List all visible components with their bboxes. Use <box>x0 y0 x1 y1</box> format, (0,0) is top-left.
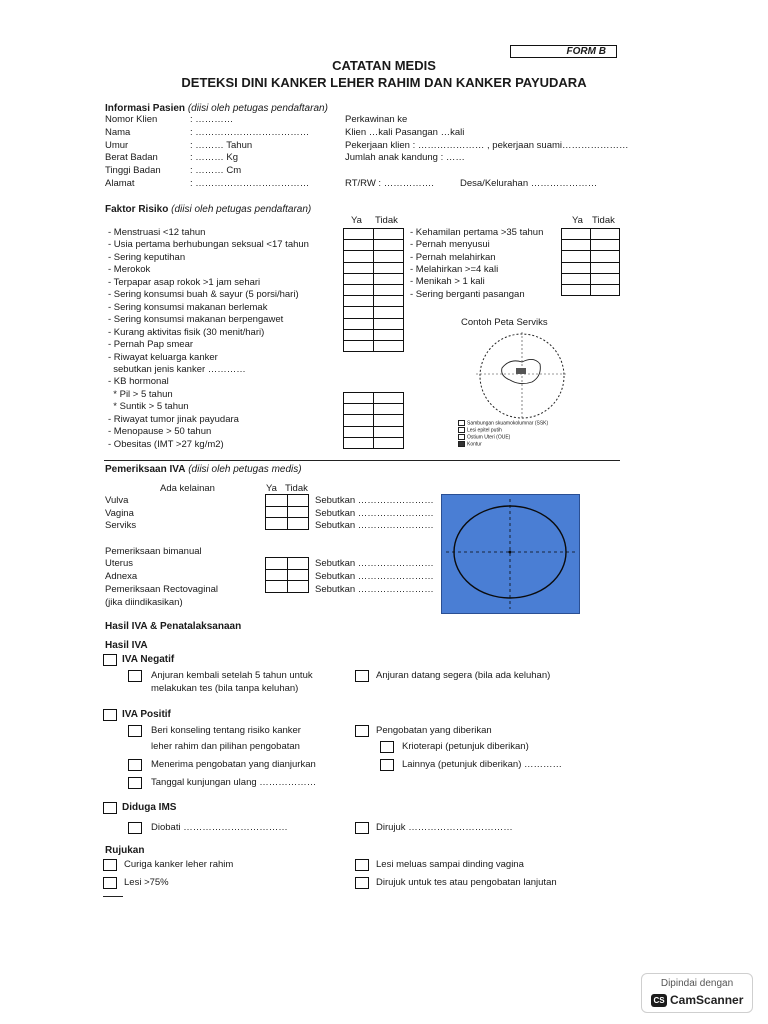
ya-cell[interactable] <box>562 240 591 251</box>
tidak-cell[interactable] <box>374 318 404 329</box>
ya-cell[interactable] <box>344 404 374 415</box>
info-value: : ……………………………… <box>190 126 310 138</box>
ya-cell[interactable] <box>344 273 374 284</box>
tidak-cell[interactable] <box>287 495 309 507</box>
grid-row <box>344 251 404 262</box>
ya-cell[interactable] <box>344 229 374 240</box>
camscanner-logo-text: CS <box>653 996 665 1005</box>
dirujuk-label: Dirujuk …………………………… <box>376 822 513 833</box>
grid-row <box>344 262 404 273</box>
ya-cell[interactable] <box>266 558 288 570</box>
info-heading-note: (diisi oleh petugas pendaftaran) <box>187 103 328 114</box>
map-legend-item <box>458 434 510 440</box>
legend-swatch <box>458 427 465 433</box>
rectovaginal-note: (jika diindikasikan) <box>105 597 183 608</box>
risk-tidak-right: Tidak <box>592 215 615 226</box>
tidak-cell[interactable] <box>287 558 309 570</box>
ims-checkbox[interactable] <box>103 802 117 814</box>
ya-cell[interactable] <box>562 284 591 295</box>
tidak-cell[interactable] <box>374 340 404 351</box>
risk-item: - Kehamilan pertama >35 tahun <box>410 227 544 238</box>
iva-row-label: Vagina <box>105 507 134 519</box>
risk-item: - Obesitas (IMT >27 kg/m2) <box>108 438 224 450</box>
title-catatan-medis: CATATAN MEDIS <box>332 58 436 73</box>
risk-heading-note: (diisi oleh petugas pendaftaran) <box>171 204 312 215</box>
tidak-cell[interactable] <box>374 404 404 415</box>
legend-text: Ostium Uteri (OUE) <box>467 434 511 441</box>
info-label: Tinggi Badan <box>105 165 161 177</box>
grid-row <box>344 284 404 295</box>
map-legend-item <box>458 441 482 447</box>
grid-row <box>344 393 404 404</box>
info-right-line: Pekerjaan klien : ………………… , pekerjaan suami………………… <box>345 139 629 151</box>
grid-row <box>344 404 404 415</box>
risk-item: - Riwayat keluarga kanker <box>108 351 218 363</box>
legend-swatch <box>458 420 465 426</box>
pos-opt3-checkbox[interactable] <box>128 777 142 789</box>
risk-item: - Pernah menyusui <box>410 239 490 251</box>
tidak-cell[interactable] <box>287 506 309 518</box>
risk-item: - Riwayat tumor jinak payudara <box>108 413 239 425</box>
ada-kelainan-label: Ada kelainan <box>160 483 215 494</box>
diobati-label: Diobati …………………………… <box>151 822 288 833</box>
ya-cell[interactable] <box>344 251 374 262</box>
iva-positif-label: IVA Positif <box>122 709 171 720</box>
cervix-map-title: Contoh Peta Serviks <box>461 317 548 328</box>
info-value: : ……… Kg <box>190 152 239 164</box>
neg-opt1-label: Anjuran kembali setelah 5 tahun untuk <box>151 670 313 681</box>
risk-item: - Melahirkan >=4 kali <box>410 263 499 275</box>
ya-cell[interactable] <box>344 426 374 437</box>
grid-row <box>266 581 309 593</box>
iva-heading-wrap <box>105 463 302 476</box>
rujukan-heading: Rujukan <box>105 845 145 856</box>
grid-row <box>344 426 404 437</box>
grid-row <box>266 518 309 530</box>
rujukan-lesi-checkbox[interactable] <box>103 877 117 889</box>
tidak-cell[interactable] <box>591 284 620 295</box>
iva-positif-checkbox[interactable] <box>103 709 117 721</box>
tidak-cell[interactable] <box>374 273 404 284</box>
ya-cell[interactable] <box>266 581 288 593</box>
hasil-sub: Hasil IVA <box>105 640 148 651</box>
risk-heading-wrap <box>105 203 311 216</box>
ya-cell[interactable] <box>344 240 374 251</box>
ya-cell[interactable] <box>266 569 288 581</box>
tidak-cell[interactable] <box>374 262 404 273</box>
ya-cell[interactable] <box>344 262 374 273</box>
risk-item: - Sering keputihan <box>108 251 186 263</box>
pos-right-checkbox[interactable] <box>355 725 369 737</box>
risk-tidak-left: Tidak <box>375 215 398 226</box>
risk-item: - Sering konsumsi makanan berpengawet <box>108 314 284 326</box>
rujukan-curiga-label: Curiga kanker leher rahim <box>124 859 234 870</box>
info-heading: Informasi Pasien <box>105 103 186 114</box>
iva-negatif-checkbox[interactable] <box>103 654 117 666</box>
bimanual-row-label: Pemeriksaan Rectovaginal <box>105 583 219 595</box>
tidak-cell[interactable] <box>374 229 404 240</box>
iva-sebutkan: Sebutkan …………………… <box>315 507 434 519</box>
tidak-cell[interactable] <box>374 437 404 448</box>
legend-swatch <box>458 441 465 447</box>
rujukan-meluas-label: Lesi meluas sampai dinding vagina <box>376 859 524 870</box>
risk-item: sebutkan jenis kanker ………… <box>108 363 246 375</box>
pos-right-label: Pengobatan yang diberikan <box>376 725 492 736</box>
grid-row <box>344 307 404 318</box>
legend-text: Lesi epitel putih <box>467 427 502 434</box>
ya-cell[interactable] <box>562 262 591 273</box>
tidak-cell[interactable] <box>374 240 404 251</box>
info-value: : ……… Tahun <box>190 139 253 151</box>
ya-cell[interactable] <box>562 273 591 284</box>
risk-ya-left: Ya <box>351 215 362 226</box>
ya-cell[interactable] <box>344 437 374 448</box>
tidak-cell[interactable] <box>591 251 620 262</box>
krioterapi-label: Krioterapi (petunjuk diberikan) <box>402 741 529 752</box>
iva-heading: Pemeriksaan IVA <box>105 464 186 475</box>
diobati-checkbox[interactable] <box>128 822 142 834</box>
risk-item: - Sering berganti pasangan <box>410 288 525 300</box>
tidak-cell[interactable] <box>374 307 404 318</box>
iva-row-label: Vulva <box>105 495 129 506</box>
grid-row <box>344 437 404 448</box>
ims-label: Diduga IMS <box>122 802 177 813</box>
grid-row <box>562 273 620 284</box>
divider-risk-iva <box>104 460 620 461</box>
pos-opt1-label: Beri konseling tentang risiko kanker <box>151 725 301 736</box>
rujukan-meluas-checkbox[interactable] <box>355 859 369 871</box>
grid-row <box>344 415 404 426</box>
map-legend-item <box>458 420 548 426</box>
ya-cell[interactable] <box>344 415 374 426</box>
grid-row <box>344 340 404 351</box>
risk-item: * Pil > 5 tahun <box>108 388 173 400</box>
ya-cell[interactable] <box>344 296 374 307</box>
legend-swatch <box>458 434 465 440</box>
grid-row <box>562 229 620 240</box>
grid-row <box>344 240 404 251</box>
hasil-heading: Hasil IVA & Penatalaksanaan <box>105 621 242 632</box>
lainnya-checkbox[interactable] <box>380 759 394 771</box>
bottom-rule <box>103 896 123 897</box>
iva-ya-label: Ya <box>266 483 277 494</box>
grid-row <box>344 329 404 340</box>
tidak-cell[interactable] <box>374 426 404 437</box>
risk-item: - Usia pertama berhubungan seksual <17 tahun <box>108 239 309 251</box>
dirujuk-checkbox[interactable] <box>355 822 369 834</box>
grid-row <box>344 229 404 240</box>
iva-tidak-label: Tidak <box>285 483 308 494</box>
pos-opt1-checkbox[interactable] <box>128 725 142 737</box>
risk-item: - Merokok <box>108 264 151 276</box>
bimanual-sebutkan: Sebutkan …………………… <box>315 583 434 595</box>
grid-row <box>344 296 404 307</box>
ya-cell[interactable] <box>562 251 591 262</box>
iva-sebutkan: Sebutkan …………………… <box>315 520 434 531</box>
pos-opt1-label-2: leher rahim dan pilihan pengobatan <box>151 741 300 752</box>
iva-heading-note: (diisi oleh petugas medis) <box>188 464 302 475</box>
tidak-cell[interactable] <box>591 229 620 240</box>
cervix-drawing-center <box>509 551 512 554</box>
rujukan-lanjutan-label: Dirujuk untuk tes atau pengobatan lanjutan <box>376 877 557 888</box>
grid-row <box>562 251 620 262</box>
risk-checkbox-grid-left-top[interactable] <box>343 228 404 352</box>
grid-row <box>562 240 620 251</box>
risk-item: - Menopause > 50 tahun <box>108 426 212 438</box>
tidak-cell[interactable] <box>374 251 404 262</box>
bimanual-checkbox-grid[interactable] <box>265 557 309 593</box>
tidak-cell[interactable] <box>374 393 404 404</box>
neg-opt2-label: Anjuran datang segera (bila ada keluhan) <box>376 670 551 681</box>
risk-checkbox-grid-right[interactable] <box>561 228 620 296</box>
info-value: : ………… <box>190 114 234 125</box>
info-label: Umur <box>105 139 129 151</box>
risk-item: - Terpapar asap rokok >1 jam sehari <box>108 276 261 288</box>
bimanual-row-label: Uterus <box>105 558 133 569</box>
risk-item: - Pernah melahirkan <box>410 251 496 263</box>
neg-opt1-checkbox[interactable] <box>128 670 142 682</box>
tidak-cell[interactable] <box>374 284 404 295</box>
tidak-cell[interactable] <box>374 415 404 426</box>
info-value: : ……………………………… <box>190 178 310 189</box>
tidak-cell[interactable] <box>374 296 404 307</box>
desa-label: Desa/Kelurahan ………………… <box>460 178 598 189</box>
tidak-cell[interactable] <box>287 518 309 530</box>
info-label: Alamat <box>105 178 135 189</box>
ya-cell[interactable] <box>266 495 288 507</box>
neg-opt2-checkbox[interactable] <box>355 670 369 682</box>
ya-cell[interactable] <box>266 518 288 530</box>
cervix-drawing-svg <box>442 495 579 613</box>
tidak-cell[interactable] <box>591 240 620 251</box>
ya-cell[interactable] <box>344 318 374 329</box>
info-right-line: Perkawinan ke <box>345 114 408 125</box>
cervix-drawing-panel[interactable] <box>441 494 580 614</box>
rujukan-lesi-label: Lesi >75% <box>124 877 169 888</box>
map-legend-item <box>458 427 502 433</box>
legend-text: Sambungan skuamokolumnar (SSK) <box>467 420 549 427</box>
grid-row <box>344 318 404 329</box>
tidak-cell[interactable] <box>591 262 620 273</box>
tidak-cell[interactable] <box>374 329 404 340</box>
ya-cell[interactable] <box>562 229 591 240</box>
rujukan-lanjutan-checkbox[interactable] <box>355 877 369 889</box>
ya-cell[interactable] <box>344 284 374 295</box>
ya-cell[interactable] <box>344 393 374 404</box>
grid-row <box>266 495 309 507</box>
info-label: Nomor Klien <box>105 114 158 125</box>
risk-item: - KB hormonal <box>108 376 169 388</box>
pos-opt2-checkbox[interactable] <box>128 759 142 771</box>
legend-text: Kontur <box>467 441 482 448</box>
risk-heading: Faktor Risiko <box>105 204 169 215</box>
info-value: : ……… Cm <box>190 165 242 177</box>
ya-cell[interactable] <box>344 307 374 318</box>
cervix-os <box>516 368 526 374</box>
pos-opt3-label: Tanggal kunjungan ulang ……………… <box>151 777 317 788</box>
iva-negatif-label: IVA Negatif <box>122 654 175 665</box>
ya-cell[interactable] <box>266 506 288 518</box>
risk-item: - Sering konsumsi buah & sayur (5 porsi/hari) <box>108 289 299 301</box>
iva-checkbox-grid[interactable] <box>265 494 309 530</box>
grid-row <box>266 558 309 570</box>
grid-row <box>562 262 620 273</box>
tidak-cell[interactable] <box>287 581 309 593</box>
camscanner-name: CamScanner <box>670 993 744 1007</box>
grid-row <box>266 569 309 581</box>
bimanual-sebutkan: Sebutkan …………………… <box>315 570 434 582</box>
risk-item: * Suntik > 5 tahun <box>108 401 189 413</box>
lainnya-label: Lainnya (petunjuk diberikan) ………… <box>402 759 562 770</box>
camscanner-logo-icon <box>651 994 667 1007</box>
grid-row <box>344 273 404 284</box>
risk-item: - Sering konsumsi makanan berlemak <box>108 301 268 313</box>
rujukan-curiga-checkbox[interactable] <box>103 859 117 871</box>
cervix-map-diagram <box>470 330 570 422</box>
camscanner-badge[interactable] <box>641 973 753 1013</box>
camscanner-line1: Dipindai dengan <box>660 978 734 989</box>
bimanual-row-label: Adnexa <box>105 570 138 582</box>
rtrw-label: RT/RW : ……………. <box>345 178 434 189</box>
bimanual-heading: Pemeriksaan bimanual <box>105 546 202 557</box>
grid-row <box>562 284 620 295</box>
neg-opt1-label-2: melakukan tes (bila tanpa keluhan) <box>151 683 299 694</box>
info-right-line: Jumlah anak kandung : …… <box>345 152 465 164</box>
iva-sebutkan: Sebutkan …………………… <box>315 495 434 506</box>
risk-item: - Kurang aktivitas fisik (30 menit/hari) <box>108 326 265 338</box>
krioterapi-checkbox[interactable] <box>380 741 394 753</box>
risk-item: - Menstruasi <12 tahun <box>108 227 206 238</box>
iva-row-label: Serviks <box>105 520 137 531</box>
ya-cell[interactable] <box>344 329 374 340</box>
info-label: Berat Badan <box>105 152 158 164</box>
risk-checkbox-grid-left-bottom[interactable] <box>343 392 404 449</box>
risk-item: - Pernah Pap smear <box>108 339 194 351</box>
ya-cell[interactable] <box>344 340 374 351</box>
grid-row <box>266 506 309 518</box>
risk-item: - Menikah > 1 kali <box>410 276 485 288</box>
bimanual-sebutkan: Sebutkan …………………… <box>315 558 434 569</box>
tidak-cell[interactable] <box>591 273 620 284</box>
tidak-cell[interactable] <box>287 569 309 581</box>
info-label: Nama <box>105 126 131 138</box>
title-deteksi-dini: DETEKSI DINI KANKER LEHER RAHIM DAN KANKER PAYUDARA <box>181 75 587 90</box>
pos-opt2-label: Menerima pengobatan yang dianjurkan <box>151 759 316 770</box>
risk-ya-right: Ya <box>572 215 583 226</box>
info-right-line: Klien …kali Pasangan …kali <box>345 126 465 138</box>
form-label: FORM B <box>510 45 617 58</box>
